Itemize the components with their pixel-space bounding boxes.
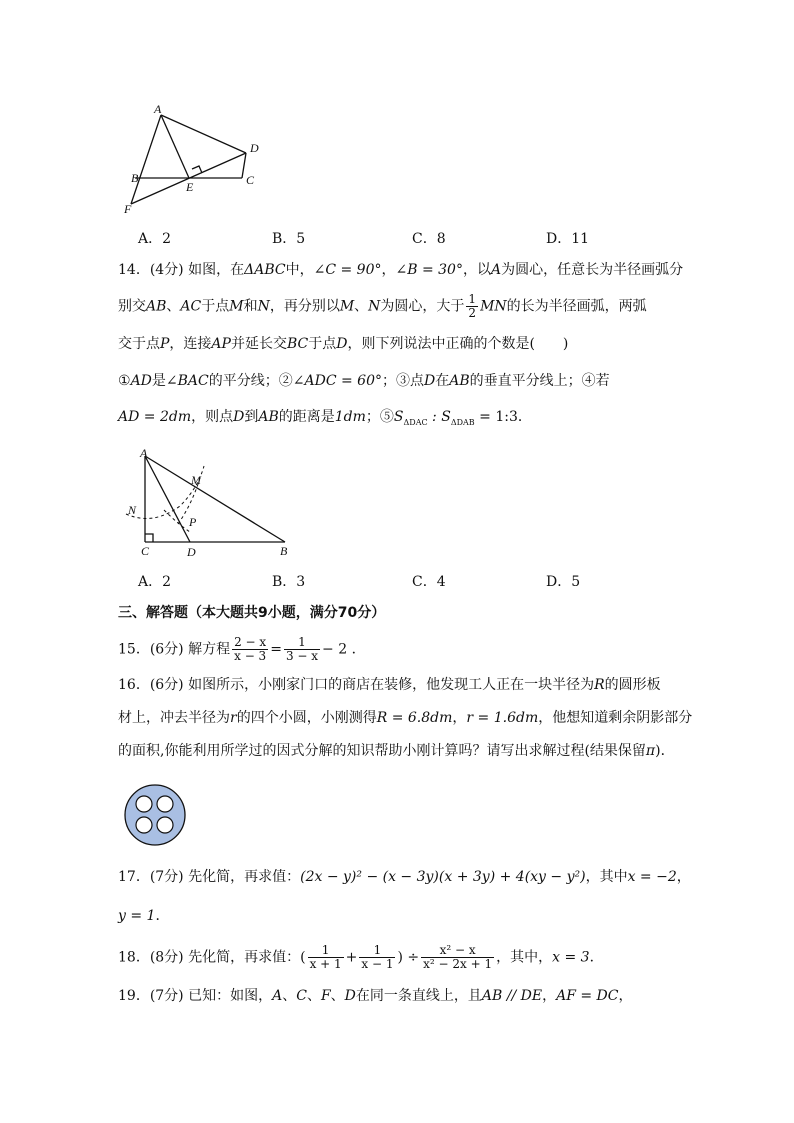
q16-line-1: 16．(6分) 如图所示，小刚家门口的商店在装修，他发现工人正在一块半径为R的圆形板: [118, 677, 661, 693]
fraction-half: $\frac{1}{2}$: [468, 292, 477, 320]
line-AD: [161, 115, 246, 153]
q14-line-2: 别交AB、AC于点M和N，再分别以M、N为圆心，大于 $\frac{1}{2}$ MN的长为半径画弧，两弧: [118, 292, 647, 320]
q14-option-a: A．2: [138, 574, 172, 590]
label-A: A: [140, 446, 148, 460]
label-M: M: [191, 473, 201, 487]
figure-q16-disc: [122, 782, 188, 848]
label-C: C: [246, 173, 255, 187]
label-B: B: [131, 171, 139, 185]
label-C: C: [141, 544, 150, 558]
small-circle: [157, 796, 173, 812]
q13-option-b: B．5: [272, 231, 306, 247]
q13-option-d: D．11: [546, 231, 590, 247]
q14-statements-1: ①AD是∠BAC的平分线；②∠ADC = 60°；③点D在AB的垂直平分线上；④若: [118, 373, 610, 389]
large-circle: [125, 785, 185, 845]
q14-line-1: 14．(4分) 如图，在ΔABC中，∠C = 90°，∠B = 30°，以A为圆心，任意长为半径画弧分: [118, 262, 684, 278]
line-AF: [131, 115, 161, 204]
line-AD: [145, 456, 190, 542]
label-N: N: [128, 503, 137, 517]
q14-statements-2: AD = 2dm，则点D到AB的距离是1dm；$⑤S_{\Delta DAC}$ : $S_{\Delta DAB}$ = 1:3．: [118, 409, 532, 427]
q14-option-c: C．4: [412, 574, 446, 590]
label-F: F: [124, 202, 132, 216]
q17-line-2: y = 1．: [118, 908, 170, 924]
label-D: D: [250, 141, 259, 155]
q14-line-3: 交于点P，连接AP并延长交BC于点D，则下列说法中正确的个数是( ): [118, 336, 569, 352]
line-AE: [161, 115, 189, 178]
q14-option-d: D．5: [546, 574, 581, 590]
q19: 19．(7分) 已知：如图，A、C、F、D在同一条直线上，且AB // DE，AF = DC，: [118, 988, 633, 1004]
small-circle: [136, 796, 152, 812]
right-angle-mark-C: [145, 534, 153, 542]
line-AB: [145, 456, 285, 542]
q16-line-3: 的面积,你能利用所学过的因式分解的知识帮助小刚计算吗？请写出求解过程(结果保留π)．: [118, 743, 675, 759]
right-angle-mark-E: [192, 166, 202, 173]
label-P: P: [189, 515, 197, 529]
figure-q14: [118, 442, 308, 562]
q14-option-b: B．3: [272, 574, 306, 590]
q17-line-1: 17．(7分) 先化简，再求值：(2x − y)² − (x − 3y)(x + 3y) + 4(xy − y²)，其中x = −2，: [118, 869, 691, 885]
q18: 18．(8分) 先化简，再求值：( $\frac{1}{x + 1}$ + $\frac{1}{x - 1}$ ) ÷ $\frac{\text{x² − x}}{\text{x² − 2x + 1}}$ ，其中，x = 3．: [118, 943, 604, 971]
label-E: E: [186, 180, 194, 194]
small-circle: [136, 817, 152, 833]
q15: 15．(6分) 解方程 $\frac{2 - x}{x - 3}$ = $\frac{1}{3 - x}$ − 2 ．: [118, 635, 366, 663]
section-heading: 三、解答题（本大题共9小题，满分70分）: [118, 605, 386, 621]
label-A: A: [154, 102, 162, 116]
q16-line-2: 材上，冲去半径为r的四个小圆，小刚测得R = 6.8dm，r = 1.6dm，他想知道剩余阴影部分: [118, 710, 693, 726]
label-D: D: [187, 545, 196, 559]
label-B: B: [280, 544, 288, 558]
small-circle: [157, 817, 173, 833]
figure-q13: [110, 95, 280, 225]
q13-option-a: A．2: [138, 231, 172, 247]
q13-option-c: C．8: [412, 231, 446, 247]
